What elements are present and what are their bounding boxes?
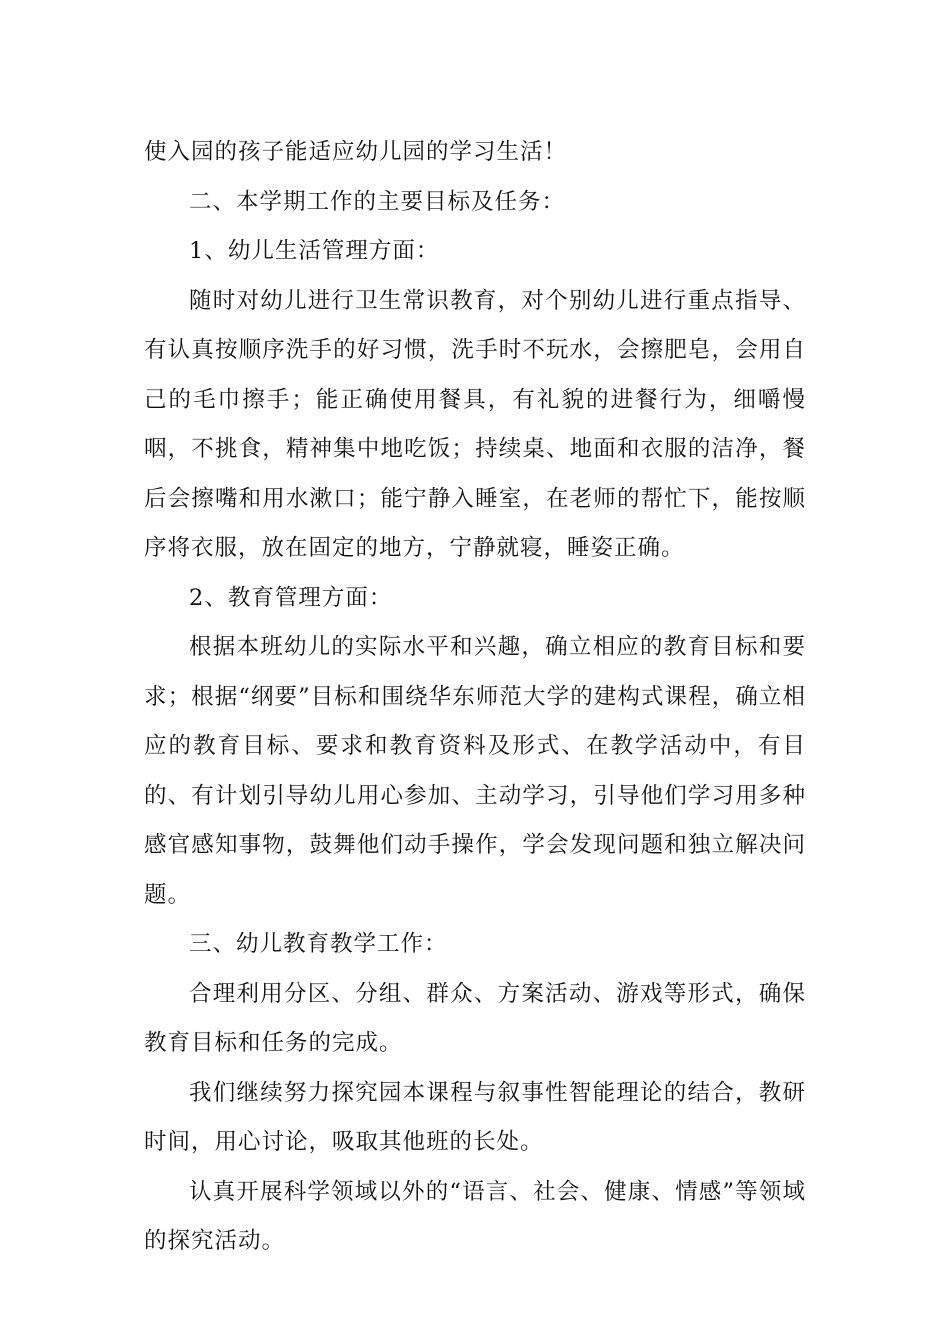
subsection-heading-education-management: 2、教育管理方面： [189,584,393,611]
subsection-heading-life-management: 1、幼儿生活管理方面： [189,238,440,264]
paragraph-other-domains: 认真开展科学领域以外的“语言、社会、健康、情感”等领域的探究活动。 [144,1178,806,1254]
paragraph-curriculum-research: 我们继续努力探究园本课程与叙事性智能理论的结合，教研时间，用心讨论，吸取其他班的长处。 [144,1079,806,1155]
paragraph-teaching-forms: 合理利用分区、分组、群众、方案活动、游戏等形式，确保教育目标和任务的完成。 [144,980,806,1056]
paragraph-education-management: 根据本班幼儿的实际水平和兴趣，确立相应的教育目标和要求；根据“纲要”目标和围绕华东师范大学的建构式课程，确立相应的教育目标、要求和教育资料及形式、在教学活动中，有目的、有计划引导幼儿用心参加、主动学习，引导他们学习用多种感官感知事物，鼓舞他们动手操作，学会发现问题和独立解决问题。 [144,634,806,908]
paragraph-continuation: 使入园的孩子能适应幼儿园的学习生活！ [144,139,568,165]
document-body [144,128,806,1267]
section-heading-goals: 二、本学期工作的主要目标及任务： [189,188,566,215]
paragraph-life-management: 随时对幼儿进行卫生常识教育，对个别幼儿进行重点指导、有认真按顺序洗手的好习惯，洗手时不玩水，会擦肥皂，会用自己的毛巾擦手；能正确使用餐具，有礼貌的进餐行为，细嚼慢咽，不挑食，精神集中地吃饭；持续桌、地面和衣服的洁净，餐后会擦嘴和用水漱口；能宁静入睡室，在老师的帮忙下，能按顺序将衣服，放在固定的地方，宁静就寝，睡姿正确。 [144,287,806,561]
section-heading-teaching-work: 三、幼儿教育教学工作： [189,931,448,957]
